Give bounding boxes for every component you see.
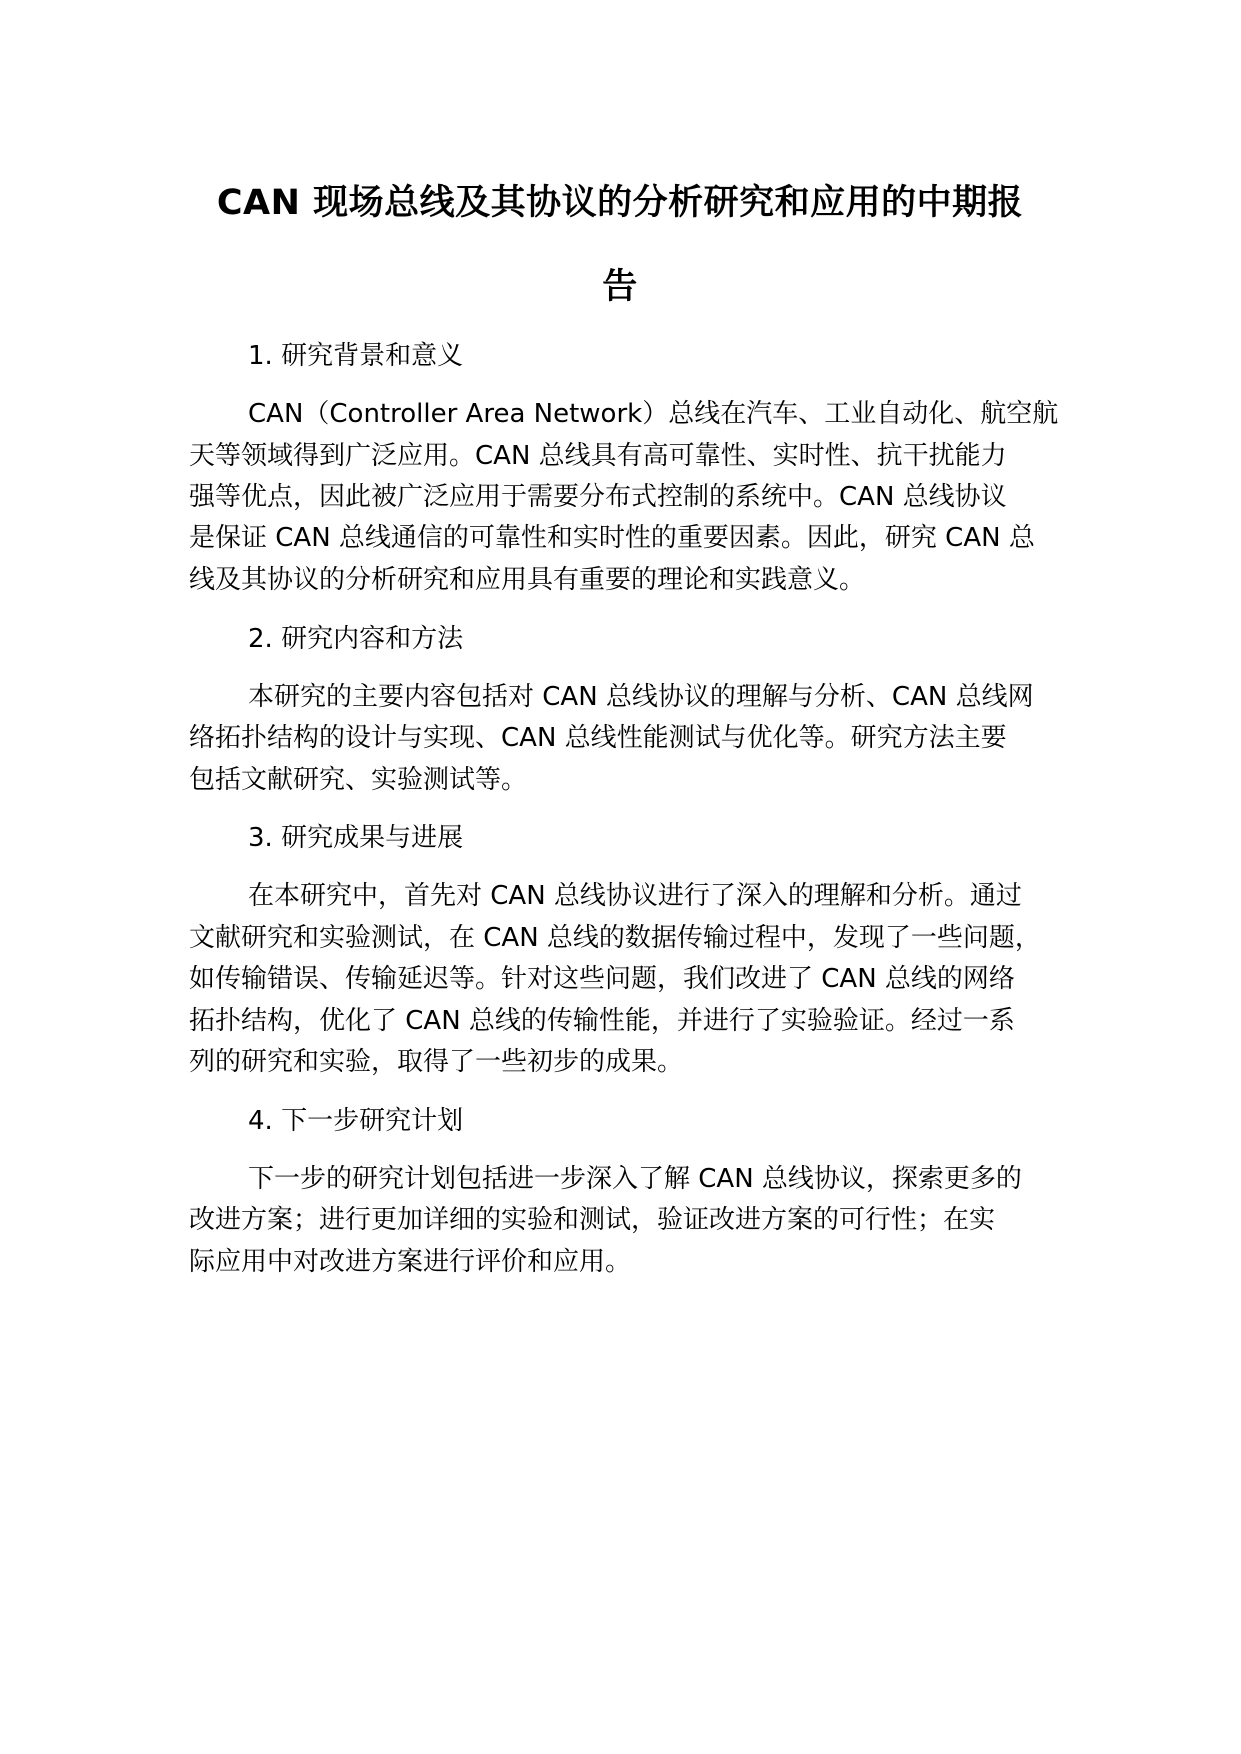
section-heading-3: 3. 研究成果与进展 [248, 823, 464, 853]
document-title-line-1: CAN 现场总线及其协议的分析研究和应用的中期报 [216, 183, 1024, 223]
paragraph-line: 是保证 CAN 总线通信的可靠性和实时性的重要因素。因此，研究 CAN 总 [189, 523, 1035, 553]
paragraph-line: CAN（Controller Area Network）总线在汽车、工业自动化、航空航 [248, 399, 1059, 429]
paragraph-line: 强等优点，因此被广泛应用于需要分布式控制的系统中。CAN 总线协议 [189, 482, 1007, 512]
document-title-line-2: 告 [602, 267, 638, 307]
paragraph-line: 在本研究中，首先对 CAN 总线协议进行了深入的理解和分析。通过 [248, 881, 1022, 911]
paragraph-line: 包括文献研究、实验测试等。 [189, 765, 528, 795]
paragraph-line: 本研究的主要内容包括对 CAN 总线协议的理解与分析、CAN 总线网 [248, 682, 1034, 712]
paragraph-line: 列的研究和实验，取得了一些初步的成果。 [189, 1047, 684, 1077]
paragraph-line: 改进方案；进行更加详细的实验和测试，验证改进方案的可行性；在实 [189, 1205, 996, 1235]
paragraph-line: 天等领域得到广泛应用。CAN 总线具有高可靠性、实时性、抗干扰能力 [189, 441, 1007, 471]
paragraph-line: 如传输错误、传输延迟等。针对这些问题，我们改进了 CAN 总线的网络 [189, 964, 1015, 994]
section-heading-1: 1. 研究背景和意义 [248, 341, 464, 371]
paragraph-line: 下一步的研究计划包括进一步深入了解 CAN 总线协议，探索更多的 [248, 1164, 1022, 1194]
section-heading-2: 2. 研究内容和方法 [248, 624, 464, 654]
paragraph-line: 文献研究和实验测试，在 CAN 总线的数据传输过程中，发现了一些问题， [189, 923, 1041, 953]
paragraph-line: 络拓扑结构的设计与实现、CAN 总线性能测试与优化等。研究方法主要 [189, 723, 1007, 753]
paragraph-line: 际应用中对改进方案进行评价和应用。 [189, 1247, 632, 1277]
paragraph-line: 线及其协议的分析研究和应用具有重要的理论和实践意义。 [189, 565, 866, 595]
section-heading-4: 4. 下一步研究计划 [248, 1106, 464, 1136]
paragraph-line: 拓扑结构，优化了 CAN 总线的传输性能，并进行了实验验证。经过一系 [189, 1006, 1015, 1036]
